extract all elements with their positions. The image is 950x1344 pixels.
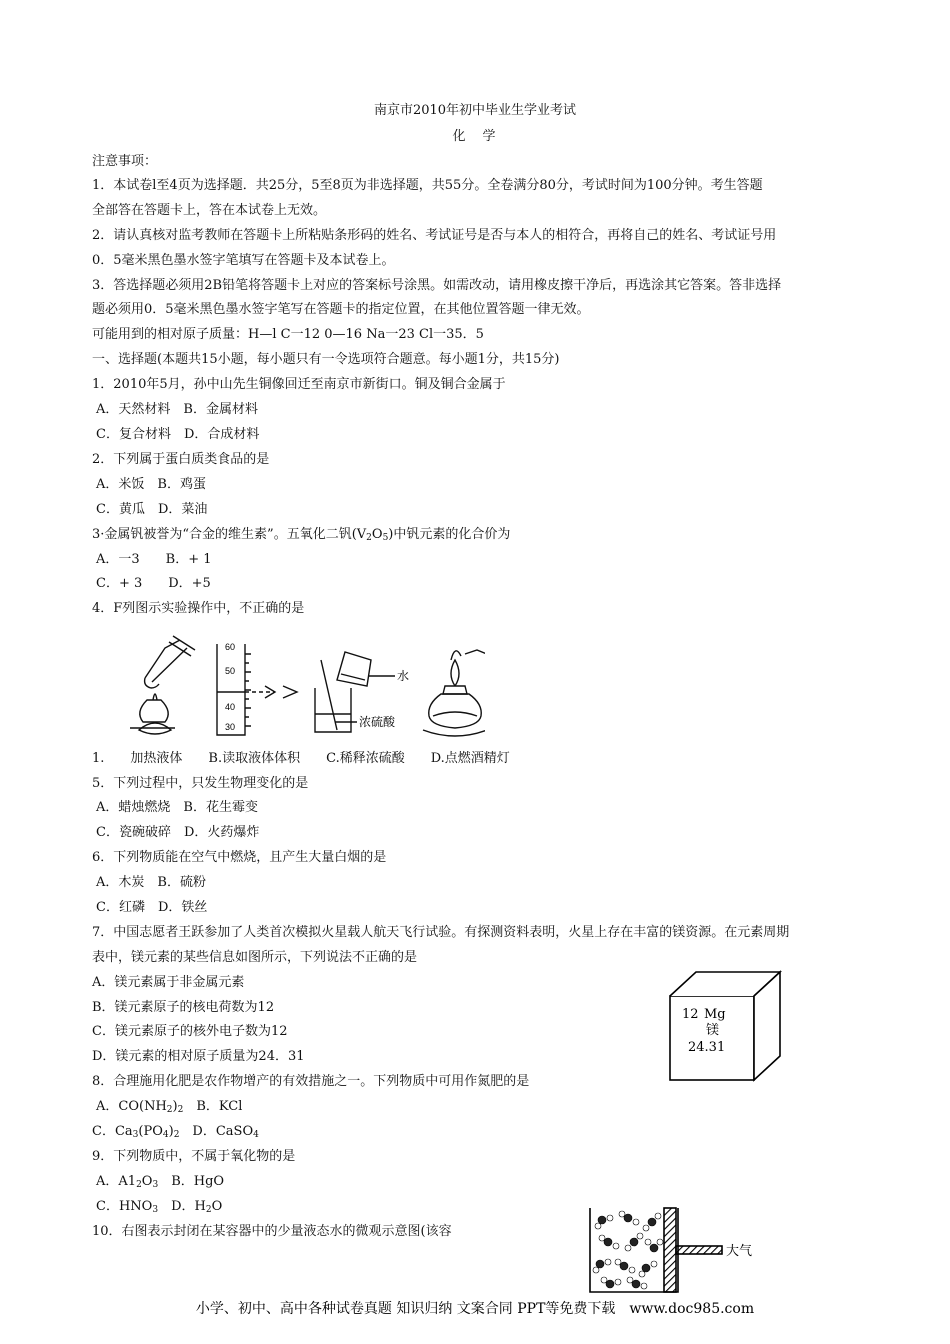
note-2a: 2．请认真核对监考教师在答题卡上所粘贴条形码的姓名、考试证号是否与本人的相符合，再将自己的姓名、考试证号用 <box>92 228 777 243</box>
section-1-heading: 一、选择题(本题共15小题，每小题只有一令选项符合题意。每小题1分，共15分) <box>92 352 560 367</box>
notes-heading: 注意事项： <box>92 154 158 169</box>
q7-option-d: D．镁元素的相对原子质量为24．31 <box>92 1049 305 1064</box>
q5-options-cd: C．瓷碗破碎 D．火药爆炸 <box>96 825 260 840</box>
q7-option-b: B．镁元素原子的核电荷数为12 <box>92 1000 275 1015</box>
water-label: 水 <box>397 669 410 683</box>
q9-stem: 9．下列物质中，不属于氧化物的是 <box>92 1149 296 1164</box>
note-1a: 1．本试卷l至4页为选择题．共25分，5至8页为非选择题，共55分。全卷满分80分，考试时间为100分钟。考生答题 <box>92 178 763 193</box>
q3-stem: 3·金属钒被誉为“合金的维生素”。五氧化二钒$(V_2O_5)$中钒元素的化合价为 <box>92 527 511 543</box>
q7-option-c: C．镁元素原子的核外电子数为12 <box>92 1024 288 1039</box>
water-container-figure <box>588 1206 768 1294</box>
mg-element-cube <box>668 970 782 1082</box>
atomic-number: 12 <box>682 1007 699 1022</box>
note-3b: 题必须用0．5毫米黑色墨水签字笔写在答题卡的指定位置，在其他位置答题一律无效。 <box>92 302 590 317</box>
q8-stem: 8．合理施用化肥是农作物增产的有效措施之一。下列物质中可用作氮肥的是 <box>92 1074 530 1089</box>
q4-options: 1. 加热液体 B.读取液体体积 C.稀释浓硫酸 D.点燃酒精灯 <box>92 751 510 766</box>
q6-options-ab: A．木炭 B．硫粉 <box>96 875 206 890</box>
atomic-masses: 可能用到的相对原子质量：H—l C一12 0—16 Na一23 Cl一35．5 <box>92 327 484 342</box>
q3-options-ab: A．一3 B．+ 1 <box>96 552 212 567</box>
q6-options-cd: C．红磷 D．铁丝 <box>96 900 208 915</box>
q10-stem: 10．右图表示封闭在某容器中的少量液态水的微观示意图(该容 <box>92 1224 452 1239</box>
tick-60-label: 60 <box>225 642 236 652</box>
tick-50-label: 50 <box>225 666 236 676</box>
q4-experiment-figure <box>125 630 485 745</box>
element-name: 镁 <box>706 1023 720 1038</box>
q7-stem-b: 表中，镁元素的某些信息如图所示，下列说法不正确的是 <box>92 950 418 965</box>
q5-options-ab: A．蜡烛燃烧 B．花生霉变 <box>96 800 258 815</box>
tick-40-label: 40 <box>225 702 236 712</box>
element-symbol: Mg <box>704 1007 726 1022</box>
q1-options-cd: C．复合材料 D．合成材料 <box>96 427 260 442</box>
note-1b: 全部答在答题卡上，答在本试卷上无效。 <box>92 203 327 218</box>
note-3a: 3．答选择题必须用2B铅笔将答题卡上对应的答案标号涂黑。如需改动，请用橡皮擦干净后，再选涂其它答案。答非选择 <box>92 278 782 293</box>
alcohol-lamp-diagram <box>423 650 485 736</box>
acid-label: 浓硫酸 <box>359 715 396 729</box>
atmosphere-label: 大气 <box>726 1244 753 1259</box>
q5-stem: 5．下列过程中，只发生物理变化的是 <box>92 776 309 791</box>
q7-stem-a: 7．中国志愿者王跃参加了人类首次模拟火星载人航天飞行试验。有探测资料表明，火星上存在丰富的镁资源。在元素周期 <box>92 925 790 940</box>
q8-options-cd: C．$Ca_3(PO_4)_2$ D．CaSO$_4$ <box>92 1124 259 1140</box>
q4-stem: 4．F列图示实验操作中，不正确的是 <box>92 601 305 616</box>
atomic-mass: 24.31 <box>688 1040 726 1055</box>
note-2b: 0．5毫米黑色墨水签字笔填写在答题卡及本试卷上。 <box>92 253 395 268</box>
subject-title: 化 学 <box>452 129 498 144</box>
q2-options-ab: A．米饭 B．鸡蛋 <box>96 477 206 492</box>
q2-stem: 2．下列属于蛋白质类食品的是 <box>92 452 270 467</box>
exam-title: 南京市2010年初中毕业生学业考试 <box>373 103 577 118</box>
heating-liquid-diagram <box>130 636 195 734</box>
q1-stem: 1．2010年5月，孙中山先生铜像回迁至南京市新街口。铜及铜合金属于 <box>92 377 506 392</box>
q8-options-ab: A．$CO(NH_2)_2$ B．KCl <box>96 1099 243 1115</box>
q9-options-cd: C．$HNO_3$ D．$H_2O$ <box>96 1199 223 1215</box>
tick-30-label: 30 <box>225 722 236 732</box>
page-footer: 小学、初中、高中各种试卷真题 知识归纳 文案合同 PPT等免费下载 www.doc985.com <box>195 1301 755 1317</box>
water-molecules <box>593 1211 663 1289</box>
q2-options-cd: C．黄瓜 D．菜油 <box>96 502 208 517</box>
q1-options-ab: A．天然材料 B．金属材料 <box>96 402 258 417</box>
q9-options-ab: A．$A1_2O_3$ B．HgO <box>96 1174 225 1190</box>
q7-option-a: A．镁元素属于非金属元素 <box>92 975 245 990</box>
q3-options-cd: C．+ 3 D．+5 <box>96 576 211 591</box>
q6-stem: 6．下列物质能在空气中燃烧，且产生大量白烟的是 <box>92 850 387 865</box>
